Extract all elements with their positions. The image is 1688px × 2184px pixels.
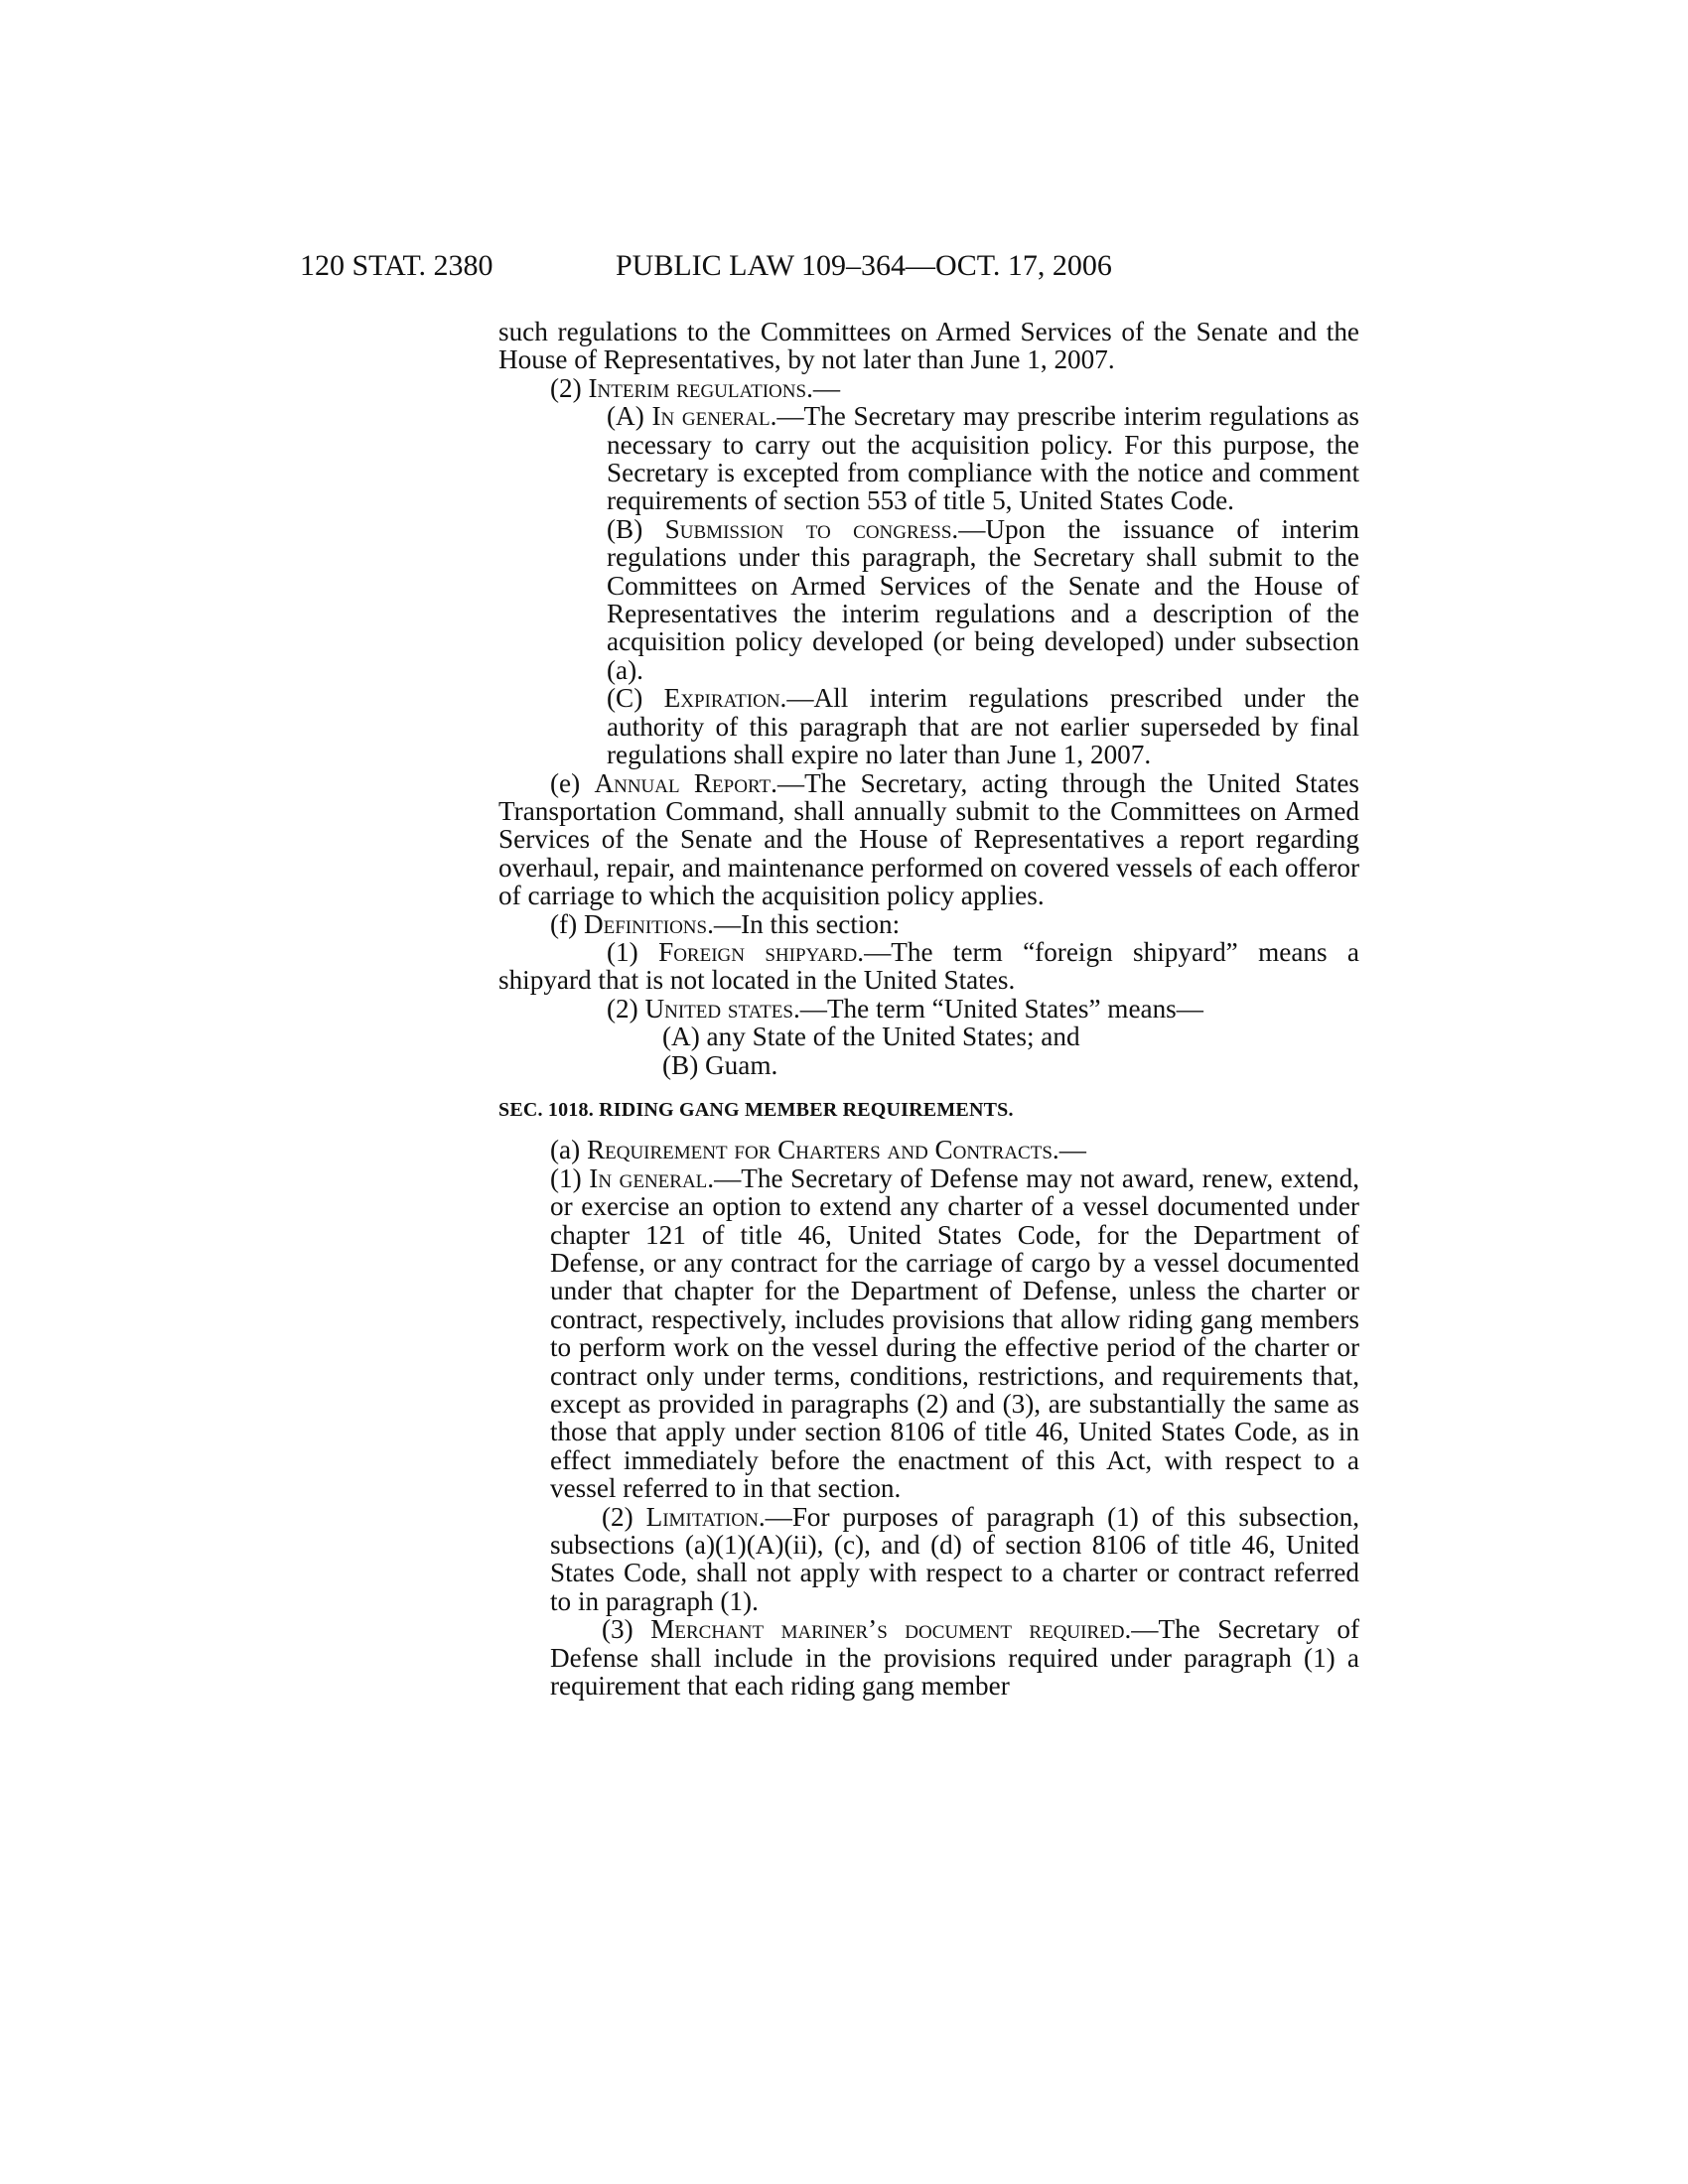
paragraph-a-requirement: (a) Requirement for Charters and Contracts.—	[550, 1135, 1086, 1165]
heading-merchant-mariner: Merchant mariner’s document required	[650, 1614, 1125, 1645]
paragraph-d2-interim-regulations: (2) Interim regulations.—	[550, 372, 841, 403]
public-law-citation: PUBLIC LAW 109–364—OCT. 17, 2006	[616, 249, 1112, 282]
section-heading: SEC. 1018. RIDING GANG MEMBER REQUIREMENTS.	[498, 1098, 1014, 1121]
heading-annual-report: Annual Report	[594, 767, 772, 798]
heading-requirement-for-charters: Requirement for Charters and Contracts	[586, 1135, 1053, 1165]
heading-in-general-2: In general	[589, 1162, 708, 1193]
paragraph-a2-limitation: (2) Limitation.—For purposes of paragraph (1) of this subsection, subsections (a)(1)(A)(ii), (c), and (d) of section 8106 of title 46, United States Code, shall not apply with respect to a charter or contract referred to in paragraph (1).	[550, 1501, 1359, 1616]
heading-definitions: Definitions	[583, 908, 708, 939]
paragraph-d2c-expiration: (C) Expiration.—All interim regulations prescribed under the authority of this paragraph that are not earlier superseded by final regulations shall expire no later than June 1, 2007.	[607, 683, 1359, 770]
heading-foreign-shipyard: Foreign shipyard	[658, 936, 858, 967]
paragraph-a1-in-general: (1) In general.—The Secretary of Defense may not award, renew, extend, or exercise an option to extend any charter of a vessel documented under chapter 121 of title 46, United States Code, for the Department of Defense, or any contract for the carriage of cargo by a vessel documented under that chapter for the Department of Defense, unless the charter or contract, respectively, includes provisions that allow riding gang members to perform work on the vessel during the effective period of the charter or contract only under terms, conditions, restrictions, and requirements that, except as provided in paragraphs (2) and (3), are substantially the same as those that apply under section 8106 of title 46, United States Code, as in effect immediately before the enactment of this Act, with respect to a vessel referred to in that section.	[550, 1162, 1359, 1504]
heading-interim-regulations: Interim regulations	[588, 372, 807, 403]
paragraph-f2-united-states: (2) United states.—The term “United States” means—	[607, 993, 1203, 1024]
statute-body	[498, 318, 1359, 1701]
paragraph-continuation: such regulations to the Committees on Armed Services of the Senate and the House of Representatives, by not later than June 1, 2007.	[498, 317, 1359, 375]
heading-submission-to-congress: Submission to congress	[664, 513, 952, 544]
stat-citation: 120 STAT. 2380	[300, 249, 493, 282]
paragraph-d2b-submission: (B) Submission to congress.—Upon the issuance of interim regulations under this paragraph, the Secretary shall submit to the Committees on Armed Services of the Senate and the House of Representatives the interim regulations and a description of the acquisition policy developed (or being developed) under subsection (a).	[607, 513, 1359, 685]
paragraph-f1-foreign-shipyard: (1) Foreign shipyard.—The term “foreign shipyard” means a shipyard that is not located in the United States.	[498, 936, 1359, 996]
paragraph-e-annual-report: (e) Annual Report.—The Secretary, acting through the United States Transportation Command, shall annually submit to the Committees on Armed Services of the Senate and the House of Representatives a report regarding overhaul, repair, and maintenance performed on covered vessels of each offeror of carriage to which the acquisition policy applies.	[498, 767, 1359, 911]
paragraph-f-definitions: (f) Definitions.—In this section:	[550, 908, 901, 939]
heading-united-states: United states	[644, 993, 793, 1024]
paragraph-a3-merchant-mariner: (3) Merchant mariner’s document required.—The Secretary of Defense shall include in the provisions required under paragraph (1) a requirement that each riding gang member	[550, 1614, 1359, 1702]
heading-in-general: In general	[651, 401, 771, 432]
paragraph-f2b: (B) Guam.	[662, 1049, 778, 1080]
paragraph-d2a-in-general: (A) In general.—The Secretary may prescribe interim regulations as necessary to carry out the acquisition policy. For this purpose, the Secretary is excepted from compliance with the notice and comment requirements of section 553 of title 5, United States Code.	[607, 401, 1359, 516]
heading-expiration: Expiration	[663, 683, 780, 714]
paragraph-f2a: (A) any State of the United States; and	[662, 1022, 1080, 1052]
running-head	[0, 249, 1688, 289]
heading-limitation: Limitation	[645, 1501, 759, 1532]
